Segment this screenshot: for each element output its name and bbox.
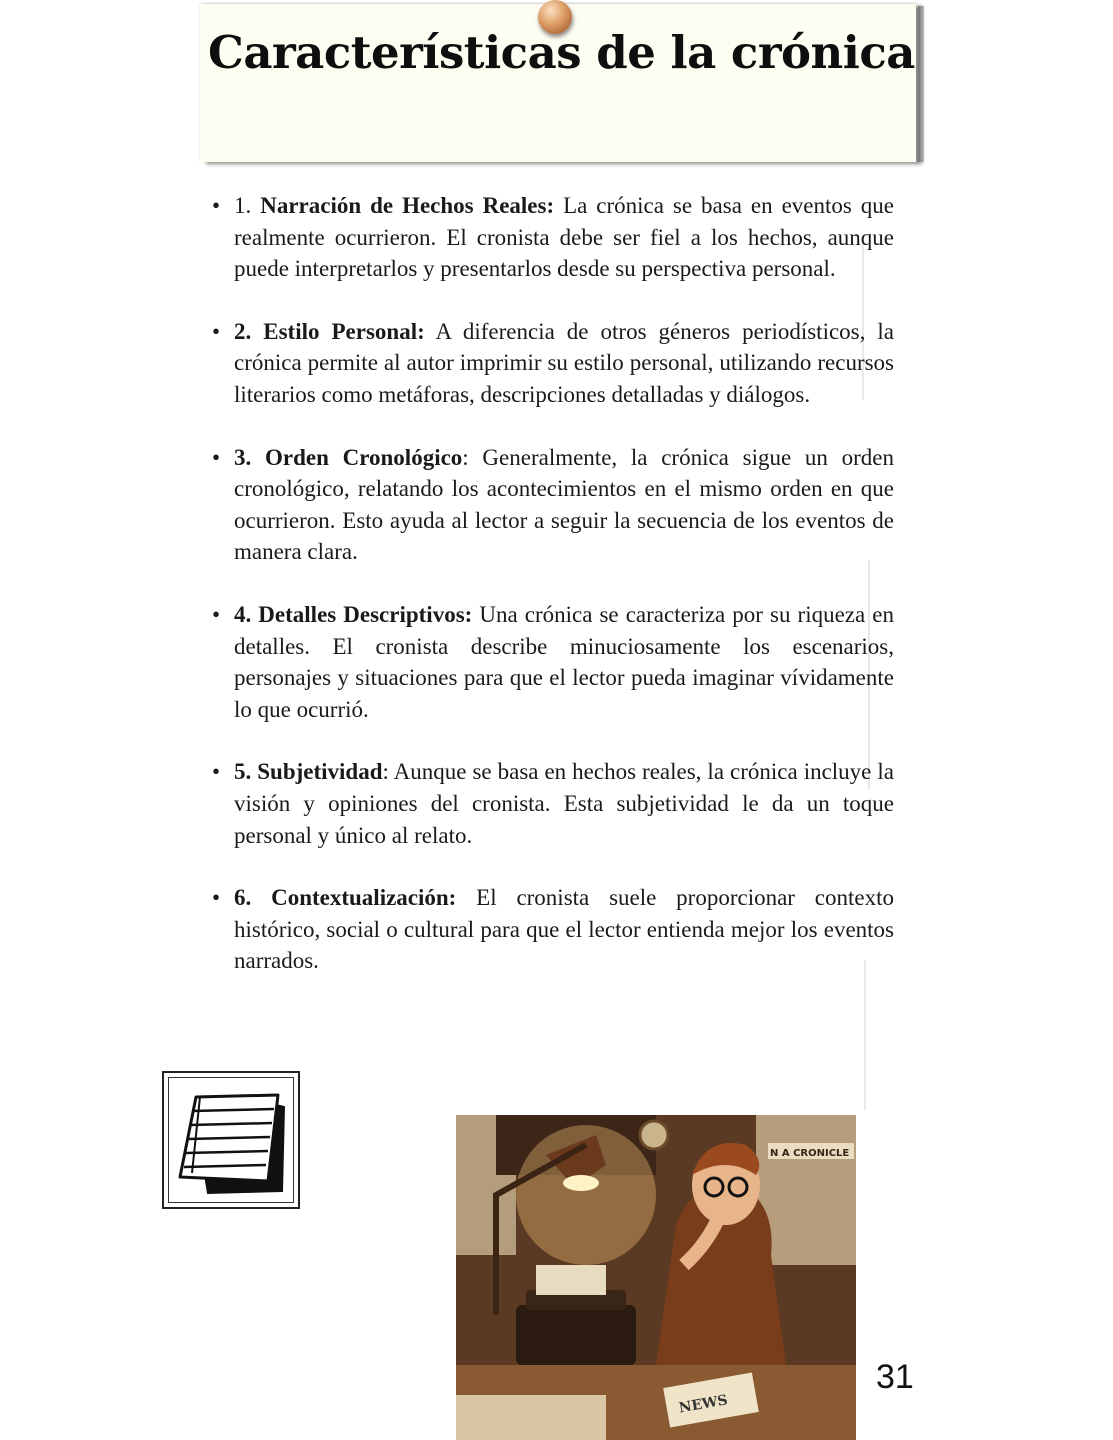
notepad-icon bbox=[162, 1071, 300, 1209]
journalist-illustration bbox=[456, 1115, 856, 1440]
item-body: : Generalmente, la crónica sigue un orden cronológico, relatando los acontecimientos en el mismo orden en que ocurrieron. Esto ayuda al lector a seguir la secuencia de los eventos de manera clara. bbox=[234, 444, 895, 565]
list-item bbox=[212, 442, 894, 568]
item-text bbox=[234, 756, 894, 851]
bullet: • bbox=[212, 759, 221, 785]
bullet: • bbox=[212, 601, 221, 627]
item-heading: 2. Estilo Personal: bbox=[234, 318, 425, 344]
item-text bbox=[234, 442, 894, 568]
item-heading: 6. Contextualización: bbox=[234, 885, 457, 911]
list-item bbox=[212, 882, 894, 977]
item-text bbox=[234, 882, 894, 977]
item-heading: 4. Detalles Descriptivos: bbox=[234, 601, 473, 627]
item-body: La crónica se basa en eventos que realmente ocurrieron. El cronista debe ser fiel a los hechos, aunque puede interpretarlos y presentarlos desde su perspectiva personal. bbox=[234, 193, 894, 282]
characteristics-list bbox=[212, 190, 894, 1008]
item-body: El cronista suele proporcionar contexto histórico, social o cultural para que el lector entienda mejor los eventos narrados. bbox=[234, 885, 894, 974]
sign-text: N A CRONICLE bbox=[770, 1148, 850, 1159]
page-number: 31 bbox=[876, 1358, 914, 1396]
bullet: • bbox=[212, 193, 221, 218]
item-text bbox=[234, 190, 894, 285]
item-body: : Aunque se basa en hechos reales, la crónica incluye la visión y opiniones del cronista. Esta subjetividad le da un toque personal y único al relato. bbox=[234, 759, 894, 848]
newspaper-text: NEWS bbox=[677, 1392, 729, 1417]
item-number: 1. bbox=[234, 193, 261, 218]
item-text bbox=[234, 316, 894, 411]
item-heading: 5. Subjetividad bbox=[234, 759, 383, 785]
bullet: • bbox=[212, 885, 221, 911]
item-heading: Narración de Hechos Reales: bbox=[260, 193, 555, 218]
item-heading: 3. Orden Cronológico bbox=[234, 444, 463, 470]
item-body: Una crónica se caracteriza por su riqueza en detalles. El cronista describe minuciosamente los escenarios, personajes y situaciones para que el lector pueda imaginar vívidamente lo que ocurrió. bbox=[234, 601, 894, 722]
bullet: • bbox=[212, 318, 221, 344]
bullet: • bbox=[212, 444, 221, 470]
list-item bbox=[212, 190, 894, 285]
list-item bbox=[212, 756, 894, 851]
list-item bbox=[212, 599, 894, 725]
item-text bbox=[234, 599, 894, 725]
list-item bbox=[212, 316, 894, 411]
page-title: Características de la crónica bbox=[208, 26, 915, 79]
item-body: A diferencia de otros géneros periodísticos, la crónica permite al autor imprimir su estilo personal, utilizando recursos literarios como metáforas, descripciones detalladas y diálogos. bbox=[234, 318, 894, 407]
